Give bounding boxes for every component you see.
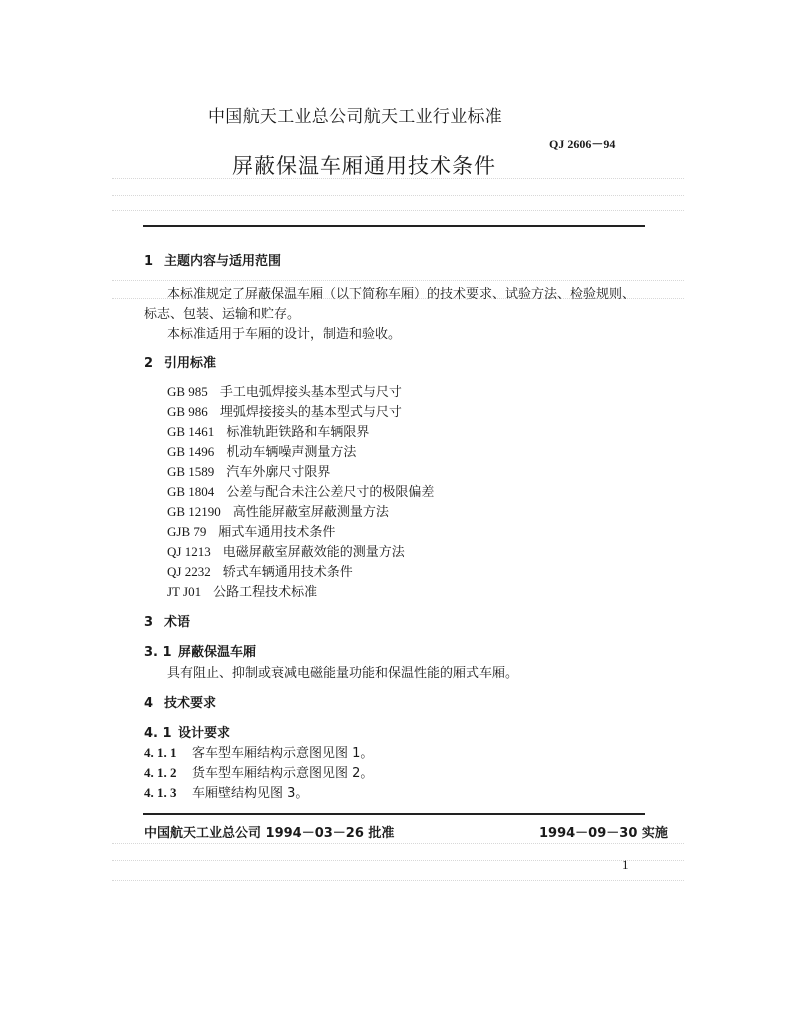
reference-item <box>167 561 353 580</box>
reference-item <box>167 401 402 420</box>
clause-text: 客车型车厢结构示意图见图 1。 <box>192 746 374 761</box>
clause-text: 车厢壁结构见图 3。 <box>192 786 309 801</box>
section-title: 主题内容与适用范围 <box>164 254 282 269</box>
paragraph: 本标准规定了屏蔽保温车厢（以下简称车厢）的技术要求、试验方法、检验规则、 <box>167 287 636 302</box>
reference-title: 汽车外廓尺寸限界 <box>226 465 331 480</box>
clause-item <box>144 762 373 781</box>
section-title: 技术要求 <box>164 696 217 711</box>
section-title: 引用标准 <box>164 356 217 371</box>
definition-text: 具有阻止、抑制或衰减电磁能量功能和保温性能的厢式车厢。 <box>167 666 519 681</box>
section-3-heading <box>144 611 190 630</box>
subsection-title: 设计要求 <box>178 726 231 741</box>
implementation-date: 1994－09－30 实施 <box>539 826 668 841</box>
issuing-organization: 中国航天工业总公司航天工业行业标准 <box>208 107 503 127</box>
reference-item <box>167 481 434 500</box>
scan-artifact <box>112 210 684 211</box>
reference-title: 手工电弧焊接头基本型式与尺寸 <box>219 385 402 400</box>
section-4-heading <box>144 692 216 711</box>
scan-artifact <box>112 843 684 844</box>
section-2-heading <box>144 352 216 371</box>
section-number: 1 <box>144 254 154 269</box>
reference-code: GB 12190 <box>167 504 221 519</box>
reference-item <box>167 521 335 540</box>
scan-artifact <box>112 860 684 861</box>
reference-title: 轿式车辆通用技术条件 <box>222 565 353 580</box>
reference-item <box>167 581 317 600</box>
reference-title: 高性能屏蔽室屏蔽测量方法 <box>232 505 389 520</box>
section-title: 术语 <box>164 615 191 630</box>
reference-code: QJ 1213 <box>167 544 211 559</box>
reference-item <box>167 501 389 520</box>
clause-item <box>144 742 373 761</box>
section-number: 3 <box>144 615 154 630</box>
reference-code: GJB 79 <box>167 524 207 539</box>
clause-number: 4. 1. 3 <box>144 785 177 800</box>
reference-item <box>167 421 369 440</box>
standard-code: QJ 2606－94 <box>549 137 616 151</box>
reference-code: GB 1589 <box>167 464 215 479</box>
clause-number: 4. 1. 1 <box>144 745 177 760</box>
subsection-3-1-heading <box>144 641 256 660</box>
reference-code: JT J01 <box>167 584 202 599</box>
subsection-title: 屏蔽保温车厢 <box>178 645 257 660</box>
reference-code: QJ 2232 <box>167 564 211 579</box>
reference-item <box>167 541 405 560</box>
clause-text: 货车型车厢结构示意图见图 2。 <box>192 766 374 781</box>
page-number: 1 <box>622 857 629 872</box>
top-divider <box>143 225 645 227</box>
reference-code: GB 1496 <box>167 444 215 459</box>
subsection-number: 4. 1 <box>144 726 172 741</box>
reference-title: 厢式车通用技术条件 <box>218 525 336 540</box>
scan-artifact <box>112 280 684 281</box>
bottom-divider <box>143 813 645 815</box>
paragraph: 标志、包装、运输和贮存。 <box>144 307 301 322</box>
reference-title: 标准轨距铁路和车辆限界 <box>226 425 370 440</box>
reference-item <box>167 381 402 400</box>
reference-code: GB 1461 <box>167 424 215 439</box>
scan-artifact <box>112 880 684 881</box>
reference-item <box>167 441 356 460</box>
reference-code: GB 986 <box>167 404 208 419</box>
reference-title: 埋弧焊接接头的基本型式与尺寸 <box>219 405 402 420</box>
section-1-heading <box>144 250 281 269</box>
document-title: 屏蔽保温车厢通用技术条件 <box>232 154 496 178</box>
section-number: 2 <box>144 356 154 371</box>
paragraph: 本标准适用于车厢的设计，制造和验收。 <box>167 327 402 342</box>
subsection-4-1-heading <box>144 722 230 741</box>
approval-date: 中国航天工业总公司 1994－03－26 批准 <box>144 826 395 841</box>
reference-title: 公路工程技术标准 <box>213 585 318 600</box>
reference-item <box>167 461 330 480</box>
reference-title: 公差与配合未注公差尺寸的极限偏差 <box>226 485 435 500</box>
clause-number: 4. 1. 2 <box>144 765 177 780</box>
reference-code: GB 1804 <box>167 484 215 499</box>
subsection-number: 3. 1 <box>144 645 172 660</box>
section-number: 4 <box>144 696 154 711</box>
reference-title: 电磁屏蔽室屏蔽效能的测量方法 <box>222 545 405 560</box>
reference-title: 机动车辆噪声测量方法 <box>226 445 357 460</box>
clause-item <box>144 782 308 801</box>
scan-artifact <box>112 195 684 196</box>
reference-code: GB 985 <box>167 384 208 399</box>
